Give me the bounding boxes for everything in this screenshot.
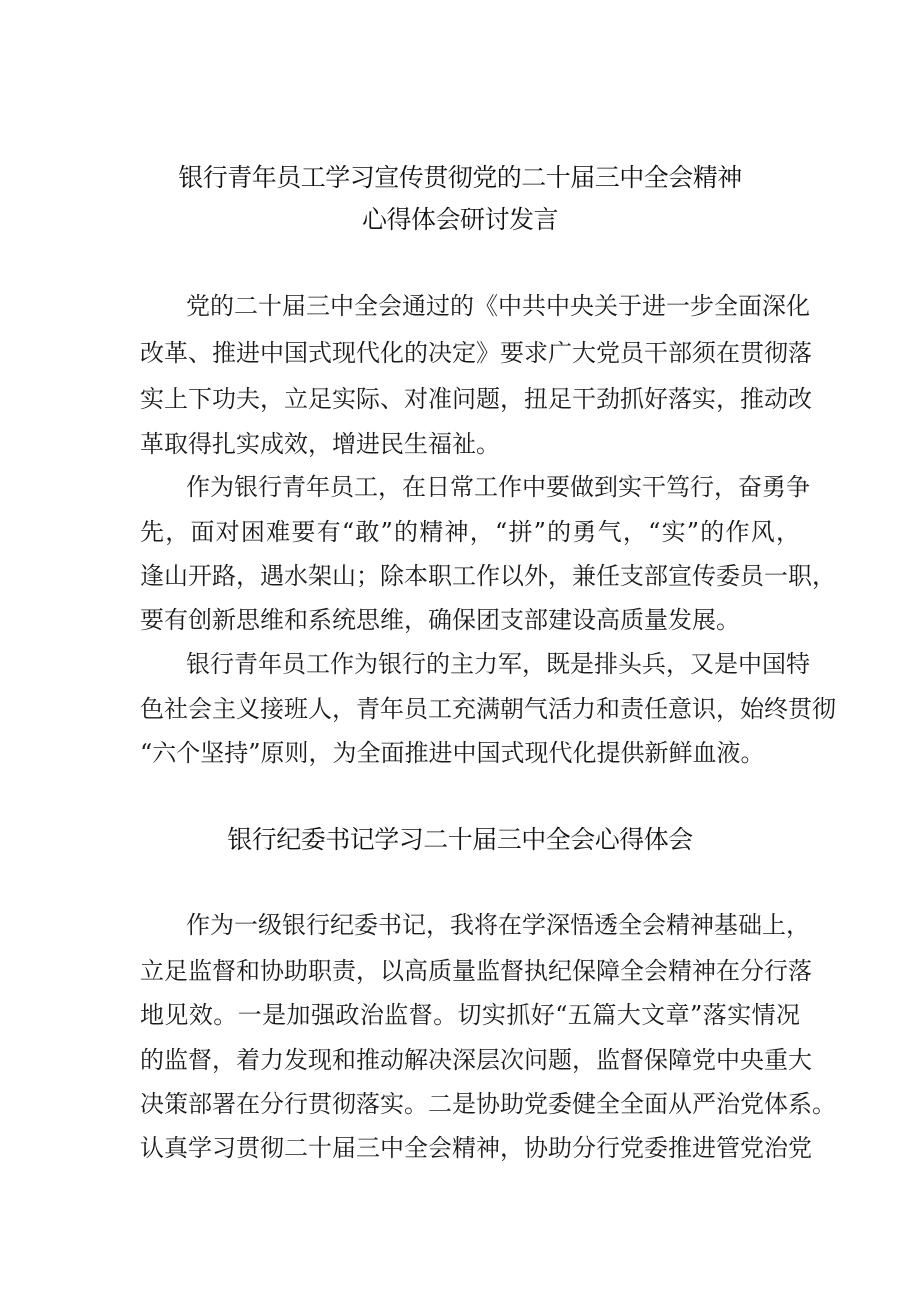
paragraph-line: 的监督，着力发现和推动解决深层次问题，监督保障党中央重大 [140,1046,812,1074]
paragraph-line: 革取得扎实成效，增进民生福祉。 [140,430,500,458]
paragraph-line: 作为一级银行纪委书记，我将在学深悟透全会精神基础上， [186,911,810,939]
paragraph-line: 银行青年员工作为银行的主力军，既是排头兵，又是中国特 [186,650,810,678]
paragraph-line: 立足监督和协助职责，以高质量监督执纪保障全会精神在分行落 [140,957,812,985]
paragraph-line: 要有创新思维和系统思维，确保团支部建设高质量发展。 [140,606,740,634]
paragraph-line: 认真学习贯彻二十届三中全会精神，协助分行党委推进管党治党 [140,1134,812,1162]
section1-title-line2: 心得体会研讨发言 [361,205,558,234]
paragraph-line: 改革、推进中国式现代化的决定》要求广大党员干部须在贯彻落 [140,339,812,367]
paragraph-line: 作为银行青年员工，在日常工作中要做到实干笃行，奋勇争 [186,473,810,501]
paragraph-line: 逢山开路，遇水架山；除本职工作以外，兼任支部宣传委员一职， [140,562,836,590]
paragraph-line: 先，面对困难要有“敢”的精神，“拼”的勇气，“实”的作风， [140,518,800,546]
paragraph-line: 决策部署在分行贯彻落实。二是协助党委健全全面从严治党体系。 [140,1090,836,1118]
paragraph-line: 党的二十届三中全会通过的《中共中央关于进一步全面深化 [186,292,810,320]
paragraph-line: 地见效。一是加强政治监督。切实抓好“五篇大文章”落实情况 [140,1001,800,1029]
section1-title-line1: 银行青年员工学习宣传贯彻党的二十届三中全会精神 [178,163,742,192]
paragraph-line: 色社会主义接班人，青年员工充满朝气活力和责任意识，始终贯彻 [140,695,836,723]
paragraph-line: 实上下功夫，立足实际、对准问题，扭足干劲抓好落实，推动改 [140,385,812,413]
section2-title: 银行纪委书记学习二十届三中全会心得体会 [227,825,693,854]
paragraph-line: “六个坚持”原则，为全面推进中国式现代化提供新鲜血液。 [140,739,765,767]
